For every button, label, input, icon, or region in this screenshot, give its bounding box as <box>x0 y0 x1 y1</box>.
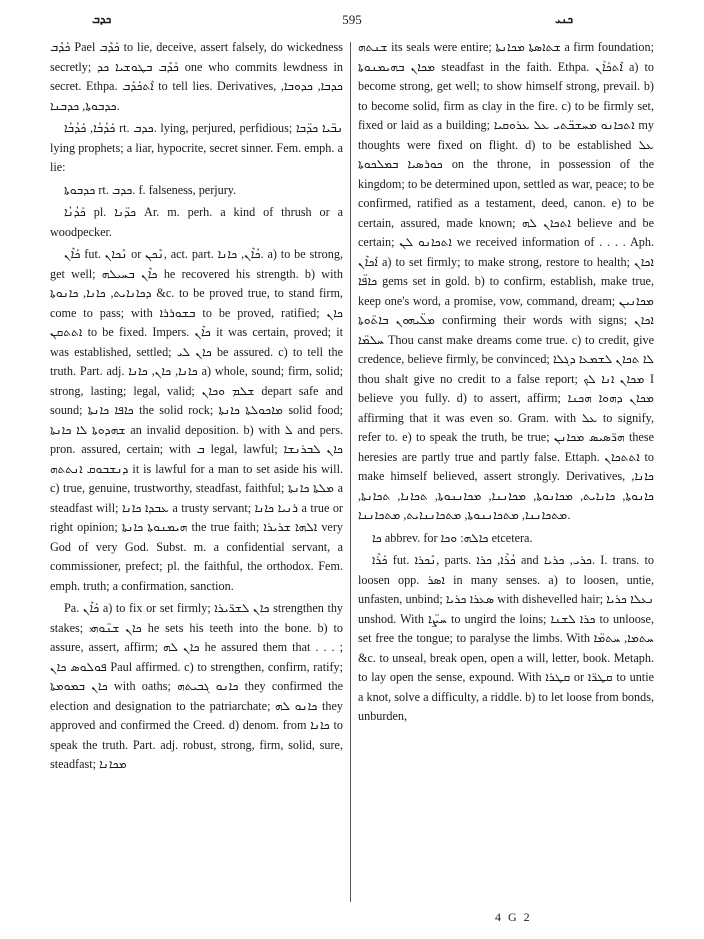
left-running-head: ܟܕܒ <box>92 12 112 26</box>
left-column <box>50 38 343 778</box>
right-column <box>358 38 654 730</box>
entry-kra: ܟܰܪܶܐ fut. ܢܶܟܪܐ, parts. ܟܳܪܶܐ, ܟܪܐ and ܟܪܝ, ܟܪܝܐ. I. trans. to loosen opp. ܐܣܪ in many senses. a) to loosen, untie, unfasten, unbind; ܣܥܪܐ ܟܪܝܐ with dishevelled hair; ܢܥܠܐ ܟܪܝܐ unshod. With ܚܨ̈ܐ to ungird the loins; ܟܪܐ ܠܫܢܐ to unloose, set free the tongue; to paralyse the limbs. With ܚܬܡܐ, ܚܬܡ̈ܐ &c. to unseal, break open, open a will, letter, book. Metaph. to lay open the sense, expound. With ܩܛܪܐ or ܩܛܪ̈ܐ to untie a knot, solve a difficulty, a riddle. b) to let loose from bonds, unburden, <box>358 553 654 723</box>
right-running-head: ܟܢܝ <box>555 12 574 26</box>
running-header <box>0 10 704 34</box>
entry-kdb-pael: ܟܰܕܶܒ Pael ܟܰܕܶܒ to lie, deceive, assert falsely, do wickedness secretly; ܟܰܕܶܒ ܒܛܘܫܝܐ ܟܕ one who commits lewdness in secret. Ethpa. ܐܶܬܟܰܕܰܒ to tell lies. Derivatives, ܟܕܒܐ, ܟܕܘܒܐ, ܟܕܒܘܬܐ, ܟܕܒܢܐ. <box>50 40 344 113</box>
entry-abbrev-etcetera: ܟܐ abbrev. for ܟܐܠܗ: ܘܟܐ etcetera. <box>372 530 533 545</box>
entry-kaen: ܟܰܐܶܢ fut. ܢܶܟܐܢ or ܢܶܟܢ, act. part. ܟܳܐܶܢ, ܟܐܢܐ. a) to be strong, get well; ܟܐܶܢ ܒܚܝܠܗ he recovered his strength. b) with ܕܟܐܢܐܝܬ, ܟܐܢܐ, ܟܐܢܘܬܐ &c. to be proved true, to stand firm, come to pass; with ܒܫܘܪܪܐ to be proved, ratified; ܟܐܢ ܐܬܬܩܢ to be fixed. Impers. ܟܐܶܢ it was certain, proved; it was established, settled; ܟܐܢ ܠܝ be assured. c) to tell the truth. Part. adj. ܟܐܢܐ, ܟܐܢ, ܟܐܢܐ a) whole, sound; firm, solid; strong, lasting; legal, valid; ܫܠܡ ܘܟܐܢ depart safe and sound; ܟܐܦܐ ܟܐܢܬܐ the solid rock; ܡܐܟܘܠܬܐ ܟܐܢܬܐ solid food; ܫܗܕܘܬܐ ܠܐ ܟܐܢܬܐ an invalid deposition. b) with ܠ and pers. pron. assured, certain; with ܒ legal, lawful; ܟܐܢ ܠܒܪܢܫܐ ܕܢܫܒܘܩ ܐܢܬܬܗ it is lawful for a man to set aside his will. c) true, genuine, trustworthy, steadfast, faithful; ܡܠܬܐ ܟܐܢܬܐ a steadfast will; ܥܒܕܐ ܟܐܢܐ a trusty servant; ܪܢܝܐ ܟܐܢܐ a true or right opinion; ܗܝܡܢܘܬܐ ܟܐܢܬܐ the true faith; ܐܠܗܐ ܫܪܝܪܐ very God of very God. Subst. m. a confidential servant, a commissioner, prefect; pl. the faithful, the orthodox. Fem. emph. truth; a confirmation, sanction. <box>50 247 344 593</box>
page-number: 595 <box>342 12 362 27</box>
entry-kadbuta: ܟܕܒܘܬܐ rt. ܟܕܒ. f. falseness, perjury. <box>64 182 237 197</box>
entry-kadana: ܟܰܕܳܢܳܐ pl. ܟܕ̈ܢܐ Ar. m. perh. a kind of thrush or a woodpecker. <box>50 205 343 239</box>
entry-kadaba: ܟܰܕܳܒܳܐ, ܟܰܕܳܒܳܐ rt. ܟܕܒ. lying, perjured, perfidious; ܢܒ̈ܝܐ ܟܕ̈ܒܐ lying prophets; a liar, hypocrite, secret sinner. Fem. emph. a lie: <box>50 121 343 174</box>
signature-mark: 4 G 2 <box>495 910 532 924</box>
entry-kaen-continued: ܫܢܬܗ its seals were entire; ܫܬܐܤܬܐ ܡܟܐܢܬܐ a firm foundation; ܡܟܐܢ ܒܗܝܡܢܘܬܐ steadfast in the faith. Ethpa. ܐܶܬܟܰܐܰܢ a) to become strong, get well; to show himself strong, prevail. b) to become solid, firm as clay in the fire. c) to be firmly set, fixed or laid as a building; ܐܬܟܐܢܘ ܡܚܫܒ̈ܬܝ ܥܠ ܥܪܘܩܝܐ my thoughts were fixed on flight. d) to be established ܥܠ ܟܘܪܣܝܐ ܒܡܠܟܘܬܐ on the throne, in possession of the kingdom; to be determined upon, settled as war, peace; to be confirmed, ratified as a testament, deed, canon. e) to be certain, assured, made known; ܐܬܟܐܢ ܠܗ believe and be certain; ܐܬܟܐܢܘ ܠܢ we received information of . . . . Aph. ܐܰܟܐܶܢ a) to set firmly; to make strong, restore to health; ܐܟܐܢ ܟܐܦ̈ܐ gems set in gold. b) to confirm, establish, make true, keep one's word, a promise, vow, command, dream; ܡܟܐܢܝܢ ܡܠ̈ܝܗܘܢ ܒܐܬ̈ܘܬܐ confirming their words with signs; ܐܟܐܢ ܚܠܡ̈ܐ Thou canst make dreams come true. c) to credit, give credence, believe firmly, be convinced; ܠܐ ܬܟܐܢ ܠܫܡܥܐ ܕܓܠܐ thou shalt give no credit to a false report; ܡܟܐܢ ܐܢܐ ܠܟ I believe you fully. d) to assert, affirm; ܡܟܐܢ ܕܗܘܐ ܗܟܢܐ affirming that it was even so. Gram. with ܥܠ to signify, refer to. e) to speak the truth, be true; ܗܪ̈ܣܝܣ ܡܟܐܢܢ these heresies are partly true and partly false. Ettaph. ܐܬܬܟܐܢ to make himself believed, assert strongly. Derivatives, ܟܐܢܐ, ܟܐܢܘܬܐ, ܟܐܢܐܝܬ, ܡܟܐܢܘܬܐ, ܡܟܐܢܢܐ, ܡܟܐܢܢܘܬܐ, ܬܟܐܢܐ, ܬܟܐܢܬܐ, ܡܬܟܐܢܢܐ, ܡܬܟܐܢܢܘܬܐ, ܡܬܟܐܢܢܐܝܬ, ܡܬܟܐܢܢܐ. <box>358 40 655 522</box>
entry-kaen-pael: Pa. ܟܰܐܶܢ a) to fix or set firmly; ܟܐܢ ܠܫܪ̈ܝܪܐ strengthen thy stakes; ܟܐܢ ܫܢ̈ܘܗܝ he sets his teeth into the bone. b) to assure, assert, affirm; ܟܐܢ ܠܗ he assured them that . . . ; ܦܘܠܘܣ ܟܐܢ Paul affirmed. c) to strengthen, confirm, ratify; ܟܐܢ ܒܡܘܡܬܐ with oaths; ܟܐܢܘ ܓܒܝܬܗ they confirmed the election and designation to the patriarchate; ܟܐܢܘ ܠܗ they approved and confirmed the Creed. d) denom. from ܟܐܢܐ to speak the truth. Part. adj. robust, strong, firm, solid, sure, steadfast; ܡܟܐܢܐ <box>50 601 344 771</box>
column-divider <box>350 42 351 902</box>
